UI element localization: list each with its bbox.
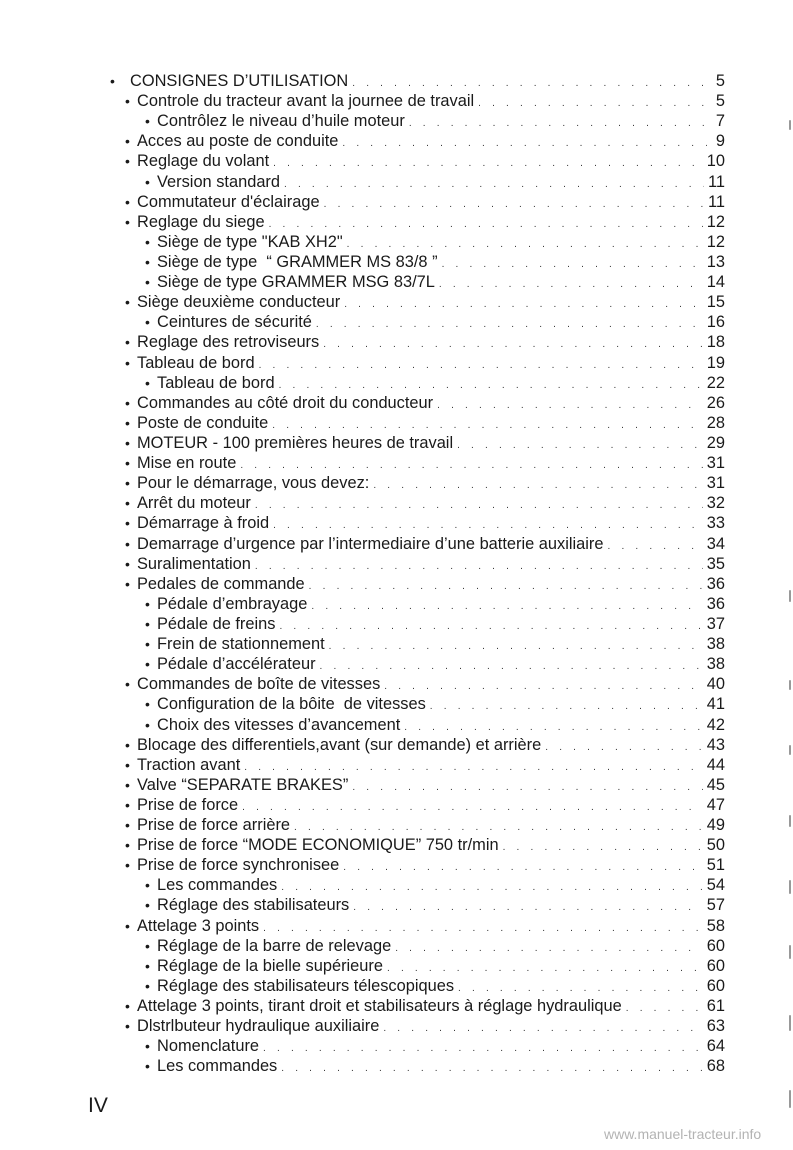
toc-entry-title: Ceintures de sécurité bbox=[157, 313, 312, 332]
toc-entry[interactable] bbox=[110, 453, 725, 473]
toc-entry-page-number: 60 bbox=[706, 976, 725, 995]
dot-leader bbox=[442, 255, 703, 275]
dot-leader bbox=[457, 436, 703, 456]
toc-entry-title: Reglage du siege bbox=[137, 212, 265, 231]
toc-entry-title: Traction avant bbox=[137, 755, 241, 774]
dot-leader bbox=[311, 597, 702, 617]
dot-leader bbox=[259, 356, 703, 376]
toc-entry[interactable] bbox=[110, 554, 725, 574]
toc-entry[interactable] bbox=[110, 332, 725, 352]
toc-entry-title: Les commandes bbox=[157, 1057, 278, 1076]
bullet-icon: • bbox=[145, 1058, 150, 1075]
toc-entry[interactable] bbox=[110, 373, 725, 393]
page-folio: IV bbox=[88, 1094, 108, 1117]
toc-entry-title: Reglage du volant bbox=[137, 152, 270, 171]
toc-entry[interactable] bbox=[110, 353, 725, 373]
toc-entry-title: Pour le démarrage, vous devez: bbox=[137, 474, 370, 493]
toc-entry[interactable] bbox=[110, 111, 725, 131]
toc-entry-page-number: 12 bbox=[706, 232, 725, 251]
dot-leader bbox=[324, 195, 704, 215]
toc-entry[interactable] bbox=[110, 795, 725, 815]
toc-entry-page-number: 11 bbox=[707, 172, 725, 191]
toc-entry-title: Arrêt du moteur bbox=[137, 494, 251, 513]
bullet-icon: • bbox=[145, 696, 150, 713]
toc-entry-page-number: 33 bbox=[706, 514, 725, 533]
bullet-icon: • bbox=[145, 636, 150, 653]
toc-entry[interactable] bbox=[110, 1016, 725, 1036]
toc-entry-title: Mise en route bbox=[137, 454, 237, 473]
toc-entry[interactable] bbox=[110, 694, 725, 714]
toc-entry[interactable] bbox=[110, 634, 725, 654]
toc-entry-page-number: 43 bbox=[706, 735, 725, 754]
bullet-icon: • bbox=[125, 776, 130, 793]
toc-entry-title: Siège de type "KAB XH2" bbox=[157, 232, 343, 251]
toc-entry-title: Choix des vitesses d’avancement bbox=[157, 715, 401, 734]
toc-entry[interactable] bbox=[110, 232, 725, 252]
dot-leader bbox=[281, 1059, 703, 1079]
toc-entry[interactable] bbox=[110, 715, 725, 735]
toc-entry-page-number: 15 bbox=[706, 293, 725, 312]
toc-entry-page-number: 32 bbox=[706, 494, 725, 513]
toc-entry-page-number: 38 bbox=[706, 655, 725, 674]
bullet-icon: • bbox=[145, 253, 150, 270]
toc-entry[interactable] bbox=[110, 272, 725, 292]
toc-entry-title: Version standard bbox=[157, 172, 281, 191]
toc-entry-page-number: 28 bbox=[706, 413, 725, 432]
toc-entry-title: Prise de force bbox=[137, 795, 239, 814]
scan-edge-mark bbox=[789, 680, 791, 690]
toc-entry-title: Attelage 3 points bbox=[137, 916, 260, 935]
bullet-icon: • bbox=[125, 1018, 130, 1035]
toc-entry-title: Réglage de la barre de relevage bbox=[157, 936, 392, 955]
toc-entry-page-number: 5 bbox=[715, 92, 725, 111]
bullet-icon: • bbox=[145, 233, 150, 250]
toc-entry[interactable] bbox=[110, 1056, 725, 1076]
toc-entry-page-number: 63 bbox=[706, 1017, 725, 1036]
toc-entry-page-number: 54 bbox=[706, 876, 725, 895]
bullet-icon: • bbox=[125, 535, 130, 552]
toc-entry-title: Valve “SEPARATE BRAKES” bbox=[137, 775, 349, 794]
toc-entry-page-number: 58 bbox=[706, 916, 725, 935]
dot-leader bbox=[437, 396, 703, 416]
toc-entry[interactable] bbox=[110, 674, 725, 694]
dot-leader bbox=[279, 617, 702, 637]
watermark: www.manuel-tracteur.info bbox=[604, 1126, 762, 1142]
bullet-icon: • bbox=[125, 998, 130, 1015]
bullet-icon: • bbox=[145, 274, 150, 291]
toc-entry-title: Pedales de commande bbox=[137, 574, 305, 593]
dot-leader bbox=[309, 577, 703, 597]
toc-entry[interactable] bbox=[110, 91, 725, 111]
toc-entry[interactable] bbox=[110, 735, 725, 755]
toc-entry-page-number: 35 bbox=[706, 554, 725, 573]
scan-edge-mark bbox=[789, 945, 791, 959]
toc-entry-title: MOTEUR - 100 premières heures de travail bbox=[137, 433, 454, 452]
toc-entry-title: Reglage des retroviseurs bbox=[137, 333, 320, 352]
dot-leader bbox=[353, 898, 703, 918]
bullet-icon: • bbox=[125, 475, 130, 492]
toc-entry[interactable] bbox=[110, 513, 725, 533]
bullet-icon: • bbox=[145, 957, 150, 974]
bullet-icon: • bbox=[125, 756, 130, 773]
toc-entry-title: Réglage des stabilisateurs télescopiques bbox=[157, 976, 455, 995]
dot-leader bbox=[503, 838, 703, 858]
toc-entry[interactable] bbox=[110, 172, 725, 192]
toc-entry-page-number: 31 bbox=[706, 454, 725, 473]
toc-entry-page-number: 19 bbox=[706, 353, 725, 372]
dot-leader bbox=[255, 496, 703, 516]
dot-leader bbox=[343, 858, 703, 878]
bullet-icon: • bbox=[125, 93, 130, 110]
toc-entry[interactable] bbox=[110, 192, 725, 212]
bullet-icon: • bbox=[145, 314, 150, 331]
toc-entry-page-number: 36 bbox=[706, 594, 725, 613]
bullet-icon: • bbox=[125, 796, 130, 813]
toc-entry-page-number: 18 bbox=[706, 333, 725, 352]
dot-leader bbox=[395, 939, 703, 959]
toc-entry[interactable] bbox=[110, 312, 725, 332]
table-of-contents bbox=[110, 71, 725, 1076]
bullet-icon: • bbox=[125, 495, 130, 512]
bullet-icon: • bbox=[125, 817, 130, 834]
toc-entry-title: Tableau de bord bbox=[157, 373, 275, 392]
bullet-icon: • bbox=[125, 857, 130, 874]
toc-entry-title: Siège de type “ GRAMMER MS 83/8 ” bbox=[157, 252, 438, 271]
toc-entry-title: Attelage 3 points, tirant droit et stabilisateurs à réglage hydraulique bbox=[137, 997, 622, 1016]
toc-entry[interactable] bbox=[110, 473, 725, 493]
bullet-icon: • bbox=[145, 615, 150, 632]
toc-entry-page-number: 41 bbox=[706, 695, 725, 714]
toc-entry-title: Acces au poste de conduite bbox=[137, 132, 339, 151]
dot-leader bbox=[478, 94, 707, 114]
toc-entry-page-number: 10 bbox=[706, 152, 725, 171]
toc-entry-page-number: 12 bbox=[706, 212, 725, 231]
toc-entry[interactable] bbox=[110, 815, 725, 835]
toc-entry-page-number: 68 bbox=[706, 1057, 725, 1076]
toc-entry[interactable] bbox=[110, 493, 725, 513]
toc-entry[interactable] bbox=[110, 855, 725, 875]
dot-leader bbox=[352, 778, 702, 798]
bullet-icon: • bbox=[145, 374, 150, 391]
toc-entry[interactable] bbox=[110, 1036, 725, 1056]
toc-entry-title: Demarrage d’urgence par l’intermediaire d’une batterie auxiliaire bbox=[137, 534, 604, 553]
toc-entry-page-number: 42 bbox=[706, 715, 725, 734]
bullet-icon: • bbox=[125, 575, 130, 592]
toc-entry-page-number: 22 bbox=[706, 373, 725, 392]
toc-entry-page-number: 47 bbox=[706, 795, 725, 814]
scan-edge-mark bbox=[789, 590, 791, 602]
bullet-icon: • bbox=[125, 354, 130, 371]
dot-leader bbox=[342, 134, 707, 154]
toc-entry[interactable] bbox=[110, 956, 725, 976]
toc-entry-title: Dlstrlbuteur hydraulique auxiliaire bbox=[137, 1017, 380, 1036]
toc-entry[interactable] bbox=[110, 895, 725, 915]
toc-entry-title: Prise de force arrière bbox=[137, 816, 291, 835]
bullet-icon: • bbox=[145, 595, 150, 612]
toc-entry-title: Commutateur d'éclairage bbox=[137, 192, 320, 211]
toc-entry-title: Pédale d’accélérateur bbox=[157, 655, 316, 674]
bullet-icon: • bbox=[145, 656, 150, 673]
toc-entry-page-number: 14 bbox=[706, 273, 725, 292]
toc-entry-page-number: 44 bbox=[706, 755, 725, 774]
bullet-icon: • bbox=[125, 455, 130, 472]
dot-leader bbox=[284, 175, 704, 195]
toc-entry-title: Réglage des stabilisateurs bbox=[157, 896, 350, 915]
toc-entry[interactable] bbox=[110, 212, 725, 232]
bullet-icon: • bbox=[145, 716, 150, 733]
toc-entry-title: Contrôlez le niveau d’huile moteur bbox=[157, 112, 405, 131]
dot-leader bbox=[439, 275, 703, 295]
bullet-icon: • bbox=[125, 434, 130, 451]
toc-entry-page-number: 51 bbox=[706, 856, 725, 875]
toc-entry-page-number: 57 bbox=[706, 896, 725, 915]
bullet-icon: • bbox=[125, 515, 130, 532]
bullet-icon: • bbox=[125, 736, 130, 753]
toc-entry-page-number: 37 bbox=[706, 614, 725, 633]
dot-leader bbox=[384, 677, 703, 697]
toc-entry-page-number: 60 bbox=[706, 936, 725, 955]
dot-leader bbox=[255, 557, 703, 577]
toc-entry[interactable] bbox=[110, 594, 725, 614]
scan-edge-mark bbox=[789, 880, 791, 894]
dot-leader bbox=[263, 1039, 703, 1059]
bullet-icon: • bbox=[145, 897, 150, 914]
toc-entry-page-number: 11 bbox=[707, 192, 725, 211]
toc-entry-title: Nomenclature bbox=[157, 1037, 260, 1056]
toc-entry-page-number: 64 bbox=[706, 1037, 725, 1056]
dot-leader bbox=[409, 114, 707, 134]
scan-edge-mark bbox=[789, 815, 791, 827]
toc-entry[interactable] bbox=[110, 614, 725, 634]
scan-edge-mark bbox=[789, 120, 791, 130]
scan-edge-mark bbox=[789, 745, 791, 755]
toc-entry-title: Tableau de bord bbox=[137, 353, 255, 372]
toc-entry[interactable] bbox=[110, 71, 725, 91]
toc-entry-title: Prise de force synchronisee bbox=[137, 856, 340, 875]
toc-entry[interactable] bbox=[110, 252, 725, 272]
bullet-icon: • bbox=[125, 294, 130, 311]
scan-edge-mark bbox=[789, 1015, 791, 1031]
toc-entry-title: Frein de stationnement bbox=[157, 635, 325, 654]
toc-entry[interactable] bbox=[110, 976, 725, 996]
toc-entry[interactable] bbox=[110, 151, 725, 171]
toc-entry[interactable] bbox=[110, 775, 725, 795]
bullet-icon: • bbox=[125, 676, 130, 693]
toc-entry-title: Suralimentation bbox=[137, 554, 251, 573]
bullet-icon: • bbox=[125, 394, 130, 411]
dot-leader bbox=[545, 738, 703, 758]
toc-entry-title: Blocage des differentiels,avant (sur demande) et arrière bbox=[137, 735, 542, 754]
toc-entry-page-number: 13 bbox=[706, 252, 725, 271]
bullet-icon: • bbox=[145, 173, 150, 190]
toc-entry-page-number: 40 bbox=[706, 675, 725, 694]
bullet-icon: • bbox=[125, 837, 130, 854]
toc-entry-page-number: 5 bbox=[715, 72, 725, 90]
bullet-icon: • bbox=[125, 414, 130, 431]
toc-entry[interactable] bbox=[110, 131, 725, 151]
toc-entry-page-number: 34 bbox=[706, 534, 725, 553]
dot-leader bbox=[607, 537, 702, 557]
bullet-icon: • bbox=[145, 113, 150, 130]
toc-entry-page-number: 7 bbox=[715, 112, 725, 131]
toc-entry[interactable] bbox=[110, 936, 725, 956]
toc-entry[interactable] bbox=[110, 393, 725, 413]
bullet-icon: • bbox=[125, 334, 130, 351]
toc-entry-page-number: 45 bbox=[706, 775, 725, 794]
toc-entry[interactable] bbox=[110, 755, 725, 775]
toc-entry[interactable] bbox=[110, 413, 725, 433]
bullet-icon: • bbox=[145, 937, 150, 954]
toc-entry-title: Commandes de boîte de vitesses bbox=[137, 675, 381, 694]
dot-leader bbox=[316, 315, 703, 335]
dot-leader bbox=[273, 154, 703, 174]
bullet-icon: • bbox=[125, 917, 130, 934]
toc-entry-title: CONSIGNES D’UTILISATION bbox=[130, 72, 349, 90]
dot-leader bbox=[626, 999, 703, 1019]
toc-entry-title: Configuration de la bôite de vitesses bbox=[157, 695, 426, 714]
dot-leader bbox=[373, 476, 702, 496]
toc-entry-title: Pédale de freins bbox=[157, 614, 276, 633]
toc-entry[interactable] bbox=[110, 534, 725, 554]
toc-entry-page-number: 60 bbox=[706, 956, 725, 975]
dot-leader bbox=[323, 335, 703, 355]
scan-edge-mark bbox=[789, 1090, 791, 1108]
toc-entry-title: Commandes au côté droit du conducteur bbox=[137, 393, 434, 412]
toc-entry[interactable] bbox=[110, 875, 725, 895]
toc-entry-title: Poste de conduite bbox=[137, 413, 269, 432]
toc-entry-title: Siège de type GRAMMER MSG 83/7L bbox=[157, 273, 435, 292]
toc-entry-page-number: 50 bbox=[706, 836, 725, 855]
toc-entry[interactable] bbox=[110, 996, 725, 1016]
toc-entry-page-number: 16 bbox=[706, 313, 725, 332]
dot-leader bbox=[329, 637, 703, 657]
dot-leader bbox=[430, 697, 703, 717]
toc-entry-page-number: 26 bbox=[706, 393, 725, 412]
bullet-icon: • bbox=[145, 877, 150, 894]
toc-entry-title: Controle du tracteur avant la journee de travail bbox=[137, 92, 475, 111]
bullet-icon: • bbox=[110, 73, 115, 89]
bullet-icon: • bbox=[125, 555, 130, 572]
bullet-icon: • bbox=[125, 193, 130, 210]
bullet-icon: • bbox=[145, 1038, 150, 1055]
toc-entry-title: Réglage de la bielle supérieure bbox=[157, 956, 383, 975]
toc-entry-title: Démarrage à froid bbox=[137, 514, 270, 533]
toc-entry[interactable] bbox=[110, 835, 725, 855]
toc-entry-page-number: 31 bbox=[706, 474, 725, 493]
toc-entry-page-number: 49 bbox=[706, 816, 725, 835]
toc-entry[interactable] bbox=[110, 654, 725, 674]
toc-entry-page-number: 29 bbox=[706, 433, 725, 452]
toc-entry-page-number: 61 bbox=[706, 997, 725, 1016]
toc-entry-page-number: 9 bbox=[715, 132, 725, 151]
toc-entry-page-number: 36 bbox=[706, 574, 725, 593]
toc-entry[interactable] bbox=[110, 916, 725, 936]
toc-entry-title: Pédale d’embrayage bbox=[157, 594, 308, 613]
toc-entry-title: Les commandes bbox=[157, 876, 278, 895]
dot-leader bbox=[383, 1019, 702, 1039]
bullet-icon: • bbox=[145, 977, 150, 994]
bullet-icon: • bbox=[125, 213, 130, 230]
toc-entry[interactable] bbox=[110, 574, 725, 594]
dot-leader bbox=[242, 798, 703, 818]
bullet-icon: • bbox=[125, 153, 130, 170]
toc-entry-page-number: 38 bbox=[706, 635, 725, 654]
bullet-icon: • bbox=[125, 133, 130, 150]
dot-leader bbox=[344, 295, 703, 315]
toc-entry-title: Prise de force “MODE ECONOMIQUE” 750 tr/min bbox=[137, 836, 499, 855]
toc-entry-title: Siège deuxième conducteur bbox=[137, 293, 341, 312]
toc-entry[interactable] bbox=[110, 292, 725, 312]
toc-entry[interactable] bbox=[110, 433, 725, 453]
